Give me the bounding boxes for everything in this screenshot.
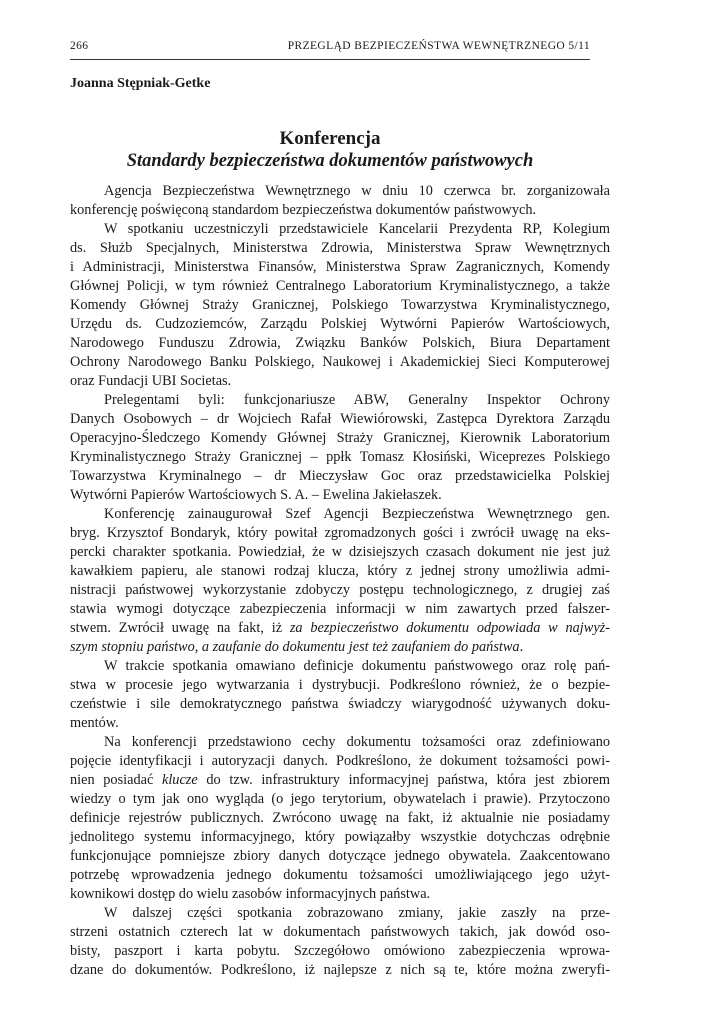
text-line-content: i Administracji, Ministerstwa Finansów, Ministerstwa Spraw Zagranicznych, Komendy: [70, 259, 610, 275]
text-line-content: dzane do dokumentów. Podkreślono, iż najlepsze z nich są te, które można zweryfi-: [70, 962, 610, 978]
text-line-content: nien posiadać: [70, 772, 162, 788]
text-line: [70, 676, 610, 695]
text-line-content: W trakcie spotkania omawiano definicje dokumentu państwowego oraz rolę pań-: [104, 658, 610, 674]
text-line: [70, 752, 610, 771]
text-line: [70, 847, 610, 866]
text-line: [70, 885, 610, 904]
text-line: [70, 220, 610, 239]
journal-title: PRZEGLĄD BEZPIECZEŃSTWA WEWNĘTRZNEGO 5/11: [287, 40, 590, 52]
text-line-content: Ochrony Narodowego Banku Polskiego, Naukowej i Akademickiej Sieci Komputerowej: [70, 354, 610, 370]
text-line-content: definicje rejestrów publicznych. Zwrócono uwagę na fakt, iż aktualnie nie posiadamy: [70, 810, 610, 826]
author-name: Joanna Stępniak-Getke: [70, 76, 211, 91]
text-line: [70, 372, 610, 391]
text-line: [70, 467, 610, 486]
text-line-content: kownikowi dostęp do wielu zasobów informacyjnych państwa.: [70, 886, 431, 902]
text-line-content: Głównej Policji, w tym również Centralnego Laboratorium Kryminalistycznego, a także: [70, 278, 610, 294]
text-line-content: Urzędu ds. Cudzoziemców, Zarządu Polskiej Wytwórni Papierów Wartościowych,: [70, 316, 610, 332]
text-line: [70, 942, 610, 961]
text-line-content: Danych Osobowych – dr Wojciech Rafał Wiewiórowski, Zastępca Dyrektora Zarządu: [70, 411, 610, 427]
text-line-tail: .: [519, 639, 524, 655]
text-line-italic: za bezpieczeństwo dokumentu odpowiada w najwyż-: [289, 620, 610, 636]
text-line-content: mentów.: [70, 715, 119, 731]
text-line: [70, 790, 610, 809]
text-line: [70, 619, 610, 638]
text-line: [70, 866, 610, 885]
header-rule: [70, 59, 590, 60]
text-line: [70, 201, 610, 220]
text-line: [70, 923, 610, 942]
article-body: [70, 182, 610, 980]
text-line: [70, 828, 610, 847]
text-line: [70, 239, 610, 258]
text-line-content: bisty, paszport i karta pobytu. Szczegółowo omówiono zabezpieczenia wprowa-: [70, 943, 610, 959]
text-line: [70, 562, 610, 581]
text-line: [70, 581, 610, 600]
text-line: [70, 600, 610, 619]
text-line-content: percki charakter spotkania. Powiedział, że w dzisiejszych czasach dokument nie jest już: [70, 544, 610, 560]
text-line: [70, 657, 610, 676]
text-line-content: jednolitego systemu informacyjnego, który powiązałby wszystkie dotychczas odrębnie: [70, 829, 610, 845]
text-line: [70, 486, 610, 505]
text-line-content: pojęcie identyfikacji i autoryzacji danych. Podkreślono, że dokument tożsamości powi-: [70, 753, 610, 769]
text-line-content: W dalszej części spotkania zobrazowano zmiany, jakie zaszły na prze-: [104, 905, 610, 921]
text-line: [70, 410, 610, 429]
text-line: [70, 391, 610, 410]
text-line-content: funkcjonujące pomniejsze zbiory danych dotyczące jednego obywatela. Zaakcentowano: [70, 848, 610, 864]
text-line-content: Operacyjno-Śledczego Komendy Głównej Straży Granicznej, Kierownik Laboratorium: [70, 430, 610, 446]
text-line-content: wiedzy o tym jak ono wygląda (o jego terytorium, obywatelach i prawie). Przytoczono: [70, 791, 610, 807]
text-line: [70, 182, 610, 201]
text-line-content: ds. Służb Specjalnych, Ministerstwa Zdrowia, Ministerstwa Spraw Wewnętrznych: [70, 240, 610, 256]
text-line: [70, 505, 610, 524]
text-line-content: Na konferencji przedstawiono cechy dokumentu tożsamości oraz zdefiniowano: [104, 734, 610, 750]
text-line: [70, 733, 610, 752]
text-line: [70, 277, 610, 296]
text-line: [70, 448, 610, 467]
text-line-content: stwa w procesie jego wytwarzania i dystrybucji. Podkreślono również, że o bezpie-: [70, 677, 610, 693]
text-line: [70, 695, 610, 714]
text-line-content: czeństwie i sile demokratycznego państwa świadczy wiarygodność używanych doku-: [70, 696, 610, 712]
text-line-content: strzeni ostatnich czterech lat w dokumentach państwowych takich, jak dowód oso-: [70, 924, 610, 940]
text-line: [70, 904, 610, 923]
text-line-content: konferencję poświęconą standardom bezpieczeństwa dokumentów państwowych.: [70, 202, 537, 218]
running-header: [70, 40, 590, 54]
text-line: [70, 961, 610, 980]
text-line-content: Agencja Bezpieczeństwa Wewnętrznego w dniu 10 czerwca br. zorganizowała: [104, 183, 610, 199]
article-subtitle: Standardy bezpieczeństwa dokumentów państwowych: [126, 151, 534, 171]
text-line: [70, 809, 610, 828]
text-line: [70, 315, 610, 334]
text-line: [70, 714, 610, 733]
text-line-content: szym stopniu państwo, a zaufanie do dokumentu jest też zaufaniem do państwa: [70, 639, 520, 655]
text-line-content: nistracji państwowej wykorzystanie zdobyczy postępu technologicznego, z drugiej zaś: [70, 582, 610, 598]
text-line-content: stawia wymogi dotyczące zabezpieczenia informacji w nim zawartych przed fałszer-: [70, 601, 610, 617]
page-number: 266: [70, 40, 89, 52]
text-line-tail: do tzw. infrastruktury informacyjnej państwa, która jest zbiorem: [197, 772, 610, 788]
text-line: [70, 258, 610, 277]
text-line-content: bryg. Krzysztof Bondaryk, który powitał zgromadzonych gości i zwrócił uwagę na eks-: [70, 525, 610, 541]
text-line-content: Konferencję zainaugurował Szef Agencji Bezpieczeństwa Wewnętrznego gen.: [104, 506, 610, 522]
text-line-content: Towarzystwa Kryminalnego – dr Mieczysław Goc oraz przedstawicielka Polskiej: [70, 468, 610, 484]
text-line-content: kawałkiem papieru, ale stanowi rodzaj klucza, który z jednej strony umożliwia admi-: [70, 563, 610, 579]
text-line-content: Kryminalistycznego Straży Granicznej – ppłk Tomasz Kłosiński, Wiceprezes Polskiego: [70, 449, 610, 465]
text-line-content: potrzebę wprowadzenia jednego dokumentu tożsamości umożliwiającego jego użyt-: [70, 867, 610, 883]
text-line: [70, 429, 610, 448]
text-line: [70, 543, 610, 562]
text-line-content: Narodowego Funduszu Zdrowia, Związku Banków Polskich, Biura Departament: [70, 335, 610, 351]
text-line: [70, 638, 610, 657]
text-line-content: W spotkaniu uczestniczyli przedstawiciele Kancelarii Prezydenta RP, Kolegium: [104, 221, 610, 237]
text-line-content: Wytwórni Papierów Wartościowych S. A. – Ewelina Jakiełaszek.: [70, 487, 442, 503]
text-line: [70, 296, 610, 315]
text-line: [70, 334, 610, 353]
text-line-italic: klucze: [161, 772, 198, 788]
text-line-content: stwem. Zwrócił uwagę na fakt, iż: [70, 620, 290, 636]
text-line-content: oraz Fundacji UBI Societas.: [70, 373, 232, 389]
article-title: Konferencja: [279, 128, 381, 149]
text-line: [70, 771, 610, 790]
text-line-content: Prelegentami byli: funkcjonariusze ABW, Generalny Inspektor Ochrony: [104, 392, 610, 408]
text-line: [70, 353, 610, 372]
text-line-content: Komendy Głównej Straży Granicznej, Polskiego Towarzystwa Kryminalistycznego,: [70, 297, 610, 313]
text-line: [70, 524, 610, 543]
